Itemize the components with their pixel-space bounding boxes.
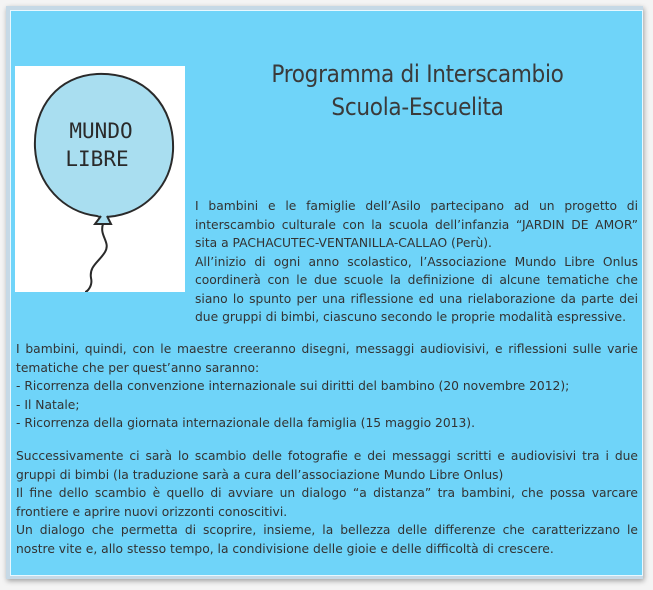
- intro-section: [195, 197, 638, 327]
- intro-paragraph-1: I bambini e le famiglie dell’Asilo partecipano ad un progetto di interscambio culturale con la scuola dell’infanzia “JARDIN DE AMOR” sita a PACHACUTEC-VENTANILLA-CALLAO (Perù).: [195, 199, 638, 250]
- balloon-icon: [15, 66, 185, 292]
- exchange-paragraph-3: Un dialogo che permetta di scoprire, insieme, la bellezza delle differenze che caratterizzano le nostre vite e, allo stesso tempo, la condivisione delle gioie e delle difficoltà di crescere.: [16, 523, 638, 556]
- logo-text-mundo: MUNDO: [69, 119, 133, 143]
- exchange-paragraph-2: Il fine dello scambio è quello di avviare un dialogo “a distanza” tra bambini, che possa varcare frontiere e aprire nuovi orizzonti conoscitivi.: [16, 486, 638, 519]
- list-item: - Il Natale;: [16, 397, 80, 412]
- themes-section: [16, 340, 638, 433]
- title-line-2: Scuola-Escuelita: [331, 93, 504, 121]
- page-title: [200, 58, 635, 124]
- mundo-libre-logo: [15, 66, 185, 292]
- themes-intro: I bambini, quindi, con le maestre creeranno disegni, messaggi audiovisivi, e riflessioni sulle varie tematiche che per quest’anno saranno:: [16, 342, 638, 375]
- list-item: - Ricorrenza della giornata internazionale della famiglia (15 maggio 2013).: [16, 416, 476, 430]
- exchange-section: [16, 447, 638, 558]
- intro-paragraph-2: All’inizio di ogni anno scolastico, l’Associazione Mundo Libre Onlus coordinerà con le due scuole la definizione di alcune tematiche che siano lo spunto per una riflessione ed una rielaborazione da parte dei due gruppi di bimbi, ciascuno secondo le proprie modalità espressive.: [195, 254, 638, 324]
- title-line-1: Programma di Interscambio: [271, 60, 564, 88]
- exchange-paragraph-1: Successivamente ci sarà lo scambio delle fotografie e dei messaggi scritti e audiovisivi tra i due gruppi di bimbi (la traduzione sarà a cura dell’associazione Mundo Libre Onlus): [16, 449, 638, 482]
- list-item: - Ricorrenza della convenzione internazionale sui diritti del bambino (20 novembre 2012);: [16, 379, 570, 393]
- logo-text-libre: LIBRE: [65, 147, 129, 171]
